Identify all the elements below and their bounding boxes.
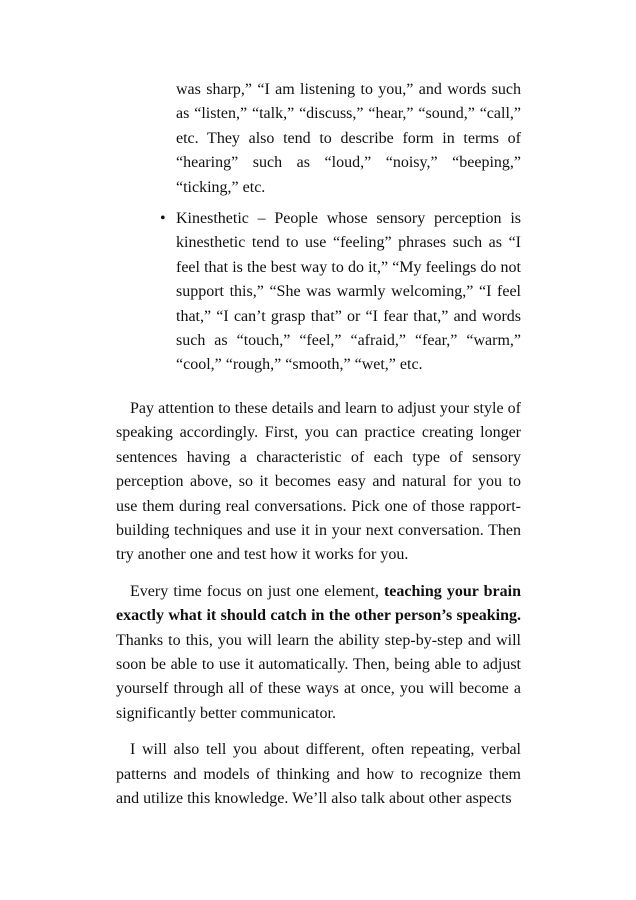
auditory-bullet-continuation: was sharp,” “I am listening to you,” and words such as “listen,” “talk,” “discuss,” “hear,” “sound,” “call,” etc. They also tend to describe form in terms of “hearing” such as “loud,” “noisy,” “beeping,” “ticking,” etc. bbox=[176, 81, 521, 196]
kinesthetic-bullet-text: Kinesthetic – People whose sensory perception is kinesthetic tend to use “feeling” phrases such as “I feel that is the best way to do it,” “My feelings do not support this,” “She was warmly welcoming,” “I feel that,” “I can’t grasp that” or “I fear that,” and words such as “touch,” “feel,” “afraid,” “fear,” “warm,” “cool,” “rough,” “smooth,” “wet,” etc. bbox=[176, 210, 521, 374]
paragraph-verbal-patterns: I will also tell you about different, often repeating, verbal patterns and models of thinking and how to recognize them and utilize this knowledge. We’ll also talk about other aspects bbox=[116, 741, 521, 807]
paragraph-focus-end: Thanks to this, you will learn the ability step-by-step and will soon be able to use it automatically. Then, being able to adjust yourself through all of these ways at once, you will become a significantly better communicator. bbox=[116, 631, 521, 722]
paragraph-focus-bold: teaching your brain exactly what it should catch in the other person’s speaking. bbox=[116, 582, 522, 625]
paragraph-adjust-style: Pay attention to these details and learn to adjust your style of speaking accordingly. First, you can practice creating longer sentences having a characteristic of each type of sensory perception above, so it becomes easy and natural for you to use them during real conversations. Pick one of those rapport-building techniques and use it in your next conversation. Then try another one and test how it works for you. bbox=[116, 399, 521, 564]
kinesthetic-bullet-item bbox=[160, 207, 521, 378]
bullet-marker: • bbox=[160, 210, 166, 228]
paragraph-focus-element bbox=[116, 580, 521, 726]
page-content bbox=[116, 78, 521, 811]
paragraph-focus-start: Every time focus on just one element, bbox=[130, 582, 384, 600]
